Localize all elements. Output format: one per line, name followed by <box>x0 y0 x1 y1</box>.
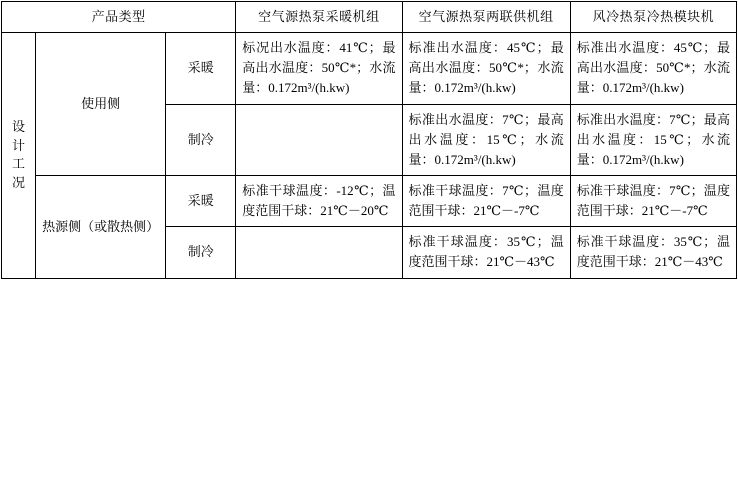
header-product-2: 空气源热泵两联供机组 <box>402 2 570 33</box>
cell-use-heating-product-2: 标准出水温度：45℃；最高出水温度：50℃*；水流量：0.172m³/(h.kw) <box>402 33 570 104</box>
cell-source-heating-product-2: 标准干球温度：7℃；温度范围干球：21℃－-7℃ <box>402 175 570 226</box>
cell-use-cooling-product-1 <box>236 104 402 175</box>
cell-use-cooling-product-2: 标准出水温度：7℃；最高出水温度：15℃；水流量：0.172m³/(h.kw) <box>402 104 570 175</box>
header-product-3: 风冷热泵冷热模块机 <box>570 2 736 33</box>
row-label-char-1: 设 <box>12 118 26 134</box>
row-label-char-4: 况 <box>12 175 26 191</box>
cell-source-cooling-product-1 <box>236 227 402 278</box>
side-label-use: 使用侧 <box>36 33 166 176</box>
mode-label-heating-source: 采暖 <box>166 175 236 226</box>
table-header-row <box>2 2 737 33</box>
table-row <box>2 33 737 104</box>
design-condition-table <box>1 1 737 279</box>
mode-label-heating-use: 采暖 <box>166 33 236 104</box>
mode-label-cooling-use: 制冷 <box>166 104 236 175</box>
table-row <box>2 175 737 226</box>
cell-source-cooling-product-3: 标准干球温度：35℃；温度范围干球：21℃－43℃ <box>570 227 736 278</box>
side-label-heat-source: 热源侧（或散热侧） <box>36 175 166 278</box>
cell-use-heating-product-1: 标况出水温度：41℃；最高出水温度：50℃*；水流量：0.172m³/(h.kw) <box>236 33 402 104</box>
row-label-char-3: 工 <box>12 156 26 172</box>
row-label-design-condition <box>2 33 36 278</box>
cell-use-cooling-product-3: 标准出水温度：7℃；最高出水温度：15℃；水流量：0.172m³/(h.kw) <box>570 104 736 175</box>
mode-label-cooling-source: 制冷 <box>166 227 236 278</box>
cell-source-heating-product-3: 标准干球温度：7℃；温度范围干球：21℃－-7℃ <box>570 175 736 226</box>
cell-source-cooling-product-2: 标准干球温度：35℃；温度范围干球：21℃－43℃ <box>402 227 570 278</box>
cell-use-heating-product-3: 标准出水温度：45℃；最高出水温度：50℃*；水流量：0.172m³/(h.kw) <box>570 33 736 104</box>
row-label-char-2: 计 <box>12 137 26 153</box>
header-product-1: 空气源热泵采暖机组 <box>236 2 402 33</box>
header-product-type: 产品类型 <box>2 2 236 33</box>
cell-source-heating-product-1: 标准干球温度：-12℃；温度范围干球：21℃－20℃ <box>236 175 402 226</box>
